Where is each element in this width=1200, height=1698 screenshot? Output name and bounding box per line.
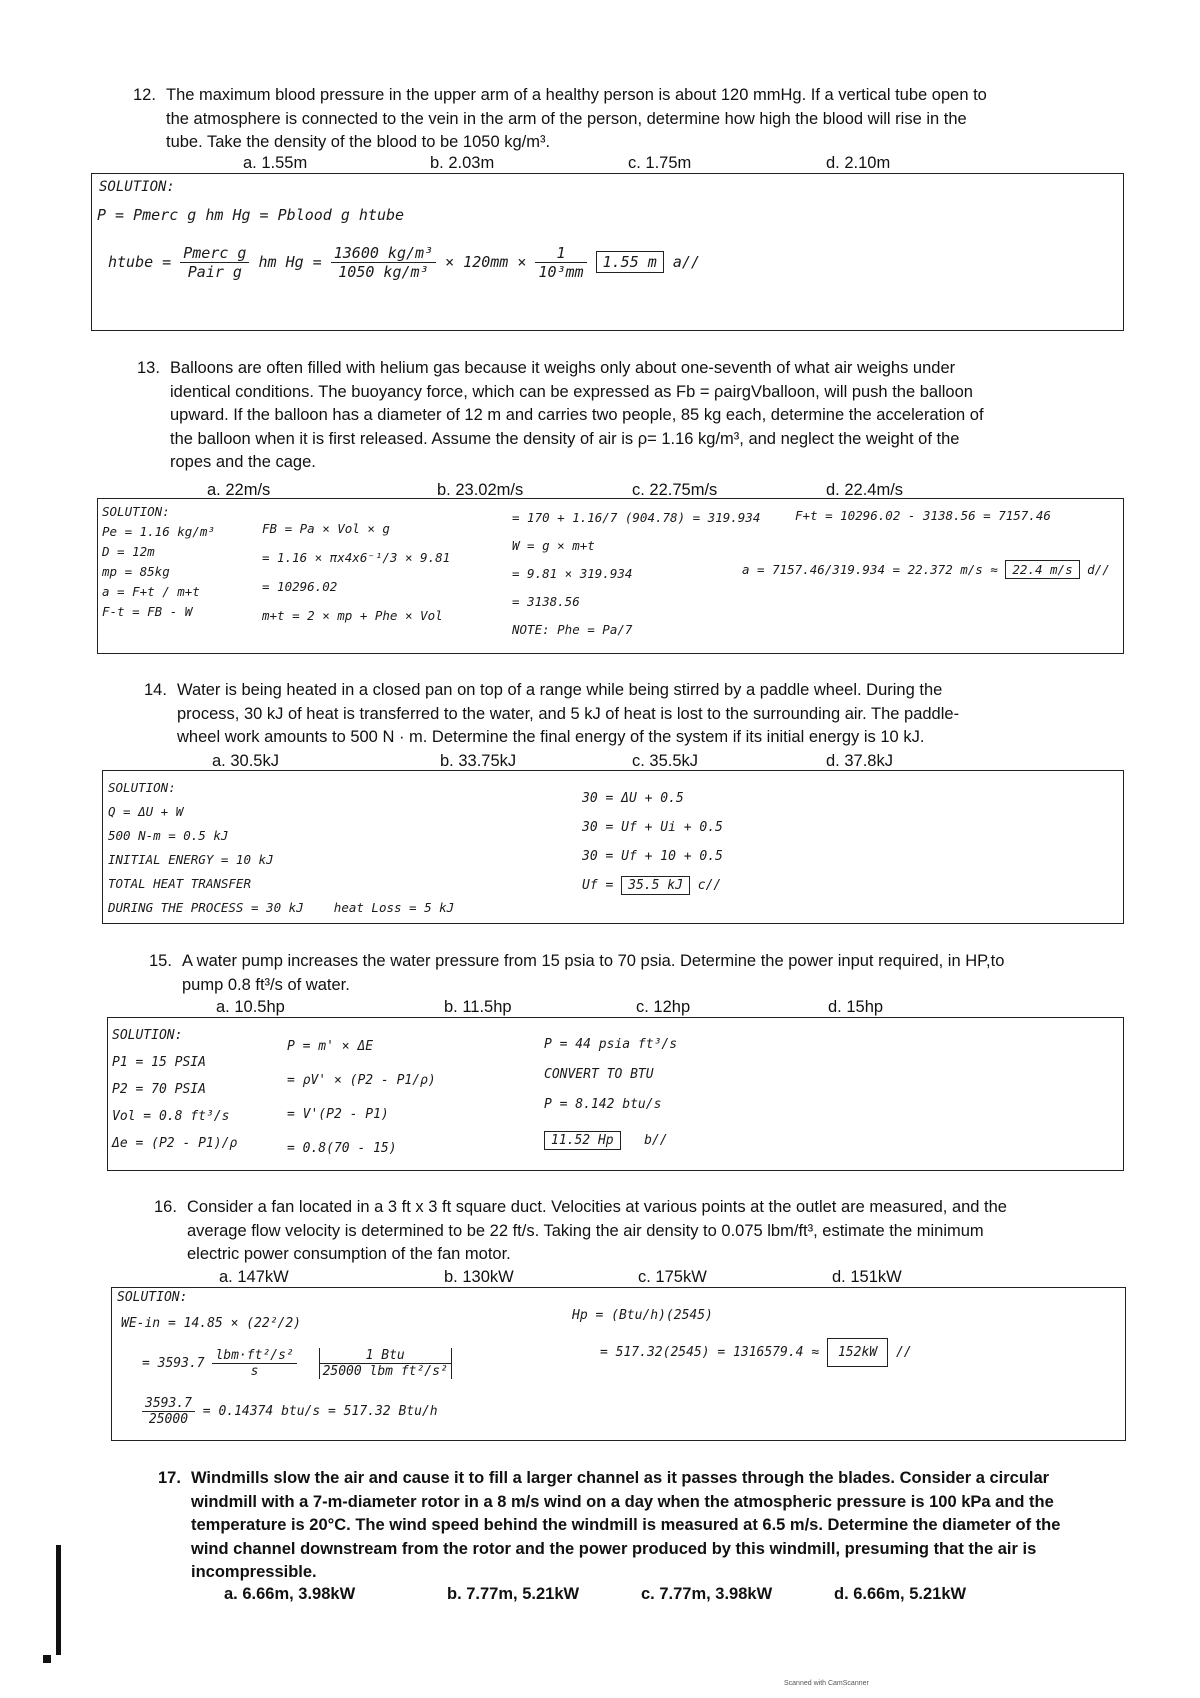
option-b: b. 11.5hp [444, 998, 512, 1016]
option-d: d. 37.8kJ [826, 752, 893, 770]
question-number: 17. [158, 1469, 181, 1487]
answer-mark: c// [697, 878, 722, 893]
solution-col-4-line-2: a = 7157.46/319.934 = 22.372 m/s ≈ 22.4 m/s d// [742, 562, 1110, 577]
option-d: d. 22.4m/s [826, 481, 904, 499]
solution-col-4-line-1: F+t = 10296.02 - 3138.56 = 7157.46 [795, 508, 1051, 523]
question-number: 12. [133, 86, 156, 104]
option-a: a. 10.5hp [216, 998, 285, 1016]
solution-result: $\frac{3593.7}{25000}$ = 0.14374 btu/s = 517.32 Btu/h [142, 1396, 438, 1427]
answer-mark: // [895, 1345, 912, 1360]
solution-col-2: FB = Pa × Vol × g = 1.16 × πx4x6⁻¹/3 × 9.81 = 10296.02 m+t = 2 × mp + Phe × Vol [262, 521, 451, 623]
solution-line: P = Pmerc g hm Hg = Pblood g htube [97, 206, 405, 224]
solution-line: WE-in = 14.85 × (22²/2) [121, 1316, 302, 1331]
boxed-answer: 35.5 kJ [621, 876, 690, 895]
option-b: b. 33.75kJ [440, 752, 517, 770]
option-a: a. 1.55m [243, 154, 308, 172]
question-number: 14. [144, 681, 167, 699]
option-a: a. 30.5kJ [212, 752, 279, 770]
scan-edge-mark [56, 1545, 61, 1655]
option-c: c. 1.75m [628, 154, 692, 172]
option-a: a. 6.66m, 3.98kW [224, 1585, 356, 1603]
option-d: d. 15hp [828, 998, 884, 1016]
question-14 [144, 679, 1104, 750]
option-a: a. 22m/s [207, 481, 271, 499]
question-text: Water is being heated in a closed pan on top of a range while being stirred by a paddle wheel. During the process, 30 kJ of heat is transferred to the water, and 5 kJ of heat is lost to the surrounding air. The paddle- wheel work amounts to 500 N · m. Determine the final energy of the system if its initial energy is 10 kJ. [177, 681, 960, 746]
solution-equation: htube = $\frac{\text{Pmerc g}}{\text{Pair g}}$ hm Hg = $\frac{\text{13600 kg/m³}}{\text{1050 kg/m³}}$ × 120mm × $\frac{1}{\text{10³mm}}$ 1.55 m a// [108, 244, 700, 281]
solution-col-2: P = m' × ΔE = ρV' × (P2 - P1/ρ) = V'(P2 - P1) = 0.8(70 - 15) [287, 1039, 436, 1156]
option-a: a. 147kW [219, 1268, 289, 1286]
boxed-answer: 11.52 Hp [544, 1131, 621, 1150]
answer-mark: b// [644, 1133, 668, 1148]
option-c: c. 35.5kJ [632, 752, 699, 770]
option-c: c. 7.77m, 3.98kW [641, 1585, 773, 1603]
option-c: c. 22.75m/s [632, 481, 718, 499]
option-d: d. 151kW [832, 1268, 902, 1286]
option-c: c. 12hp [636, 998, 691, 1016]
question-12 [133, 84, 1093, 155]
option-d: d. 2.10m [826, 154, 891, 172]
question-15 [149, 950, 1109, 997]
solution-conversion: = 3593.7 $\frac{\text{lbm·ft²/s²}}{s}$ $\frac{\text{1 Btu}}{\text{25000 lbm ft²/s²}}$ [142, 1348, 452, 1379]
boxed-answer: 152kW [827, 1338, 888, 1367]
solution-col-2-line-1: Hp = (Btu/h)(2545) [572, 1308, 713, 1323]
solution-label: SOLUTION: [117, 1290, 188, 1305]
solution-col-2: 30 = ΔU + 0.5 30 = Uf + Ui + 0.5 30 = Uf + 10 + 0.5 Uf = 35.5 kJ c// [582, 791, 723, 893]
solution-col-1: SOLUTION: Q = ΔU + W 500 N-m = 0.5 kJ INITIAL ENERGY = 10 kJ TOTAL HEAT TRANSFER DURING THE PROCESS = 30 kJ heat Loss = 5 kJ [108, 780, 455, 915]
solution-col-3: P = 44 psia ft³/s CONVERT TO BTU P = 8.142 btu/s 11.52 Hp b// [544, 1037, 678, 1148]
option-b: b. 2.03m [430, 154, 495, 172]
solution-col-1: SOLUTION: P1 = 15 PSIA P2 = 70 PSIA Vol = 0.8 ft³/s Δe = (P2 - P1)/ρ [112, 1028, 238, 1151]
scan-edge-dot [43, 1655, 51, 1663]
question-text: Consider a fan located in a 3 ft x 3 ft square duct. Velocities at various points at the outlet are measured, and the average flow velocity is determined to be 22 ft/s. Taking the air density to 0.075 lbm/ft³, estimate the minimum electric power consumption of the fan motor. [187, 1198, 1007, 1263]
solution-col-1: SOLUTION: Pe = 1.16 kg/m³ D = 12m mp = 85kg a = F+t / m+t F-t = FB - W [102, 504, 215, 619]
solution-col-2-line-2: = 517.32(2545) = 1316579.4 ≈ 152kW // [600, 1345, 912, 1360]
question-17 [158, 1467, 1118, 1585]
question-13 [137, 357, 1097, 475]
solution-col-3: = 170 + 1.16/7 (904.78) = 319.934 W = g × m+t = 9.81 × 319.934 = 3138.56 NOTE: Phe = Pa/7 [512, 510, 761, 637]
answer-mark: d// [1087, 562, 1110, 577]
question-text: The maximum blood pressure in the upper arm of a healthy person is about 120 mmHg. If a vertical tube open to the atmosphere is connected to the vein in the arm of the person, determine how high the blood will rise in the tube. Take the density of the blood to be 1050 kg/m³. [166, 86, 987, 151]
solution-label: SOLUTION: [99, 179, 175, 195]
question-text: A water pump increases the water pressure from 15 psia to 70 psia. Determine the power input required, in HP,to pump 0.8 ft³/s of water. [182, 952, 1005, 994]
question-text: Windmills slow the air and cause it to fill a larger channel as it passes through the blades. Consider a circular windmill with a 7-m-diameter rotor in a 8 m/s wind on a day when the atmospheric pressure is 100 kPa and the temperature is 20°C. The wind speed behind the windmill is measured at 6.5 m/s. Determine the diameter of the wind channel downstream from the rotor and the power produced by this windmill, presuming that the air is incompressible. [191, 1469, 1061, 1581]
question-text: Balloons are often filled with helium gas because it weighs only about one-seventh of what air weighs under identical conditions. The buoyancy force, which can be expressed as Fb = ρairgVballoon, will push the balloon upward. If the balloon has a diameter of 12 m and carries two people, 85 kg each, determine the acceleration of the balloon when it is first released. Assume the density of air is ρ= 1.16 kg/m³, and neglect the weight of the ropes and the cage. [170, 359, 984, 471]
option-c: c. 175kW [638, 1268, 707, 1286]
boxed-answer: 1.55 m [596, 251, 664, 273]
question-number: 15. [149, 952, 172, 970]
scanner-watermark: Scanned with CamScanner [784, 1680, 869, 1687]
option-d: d. 6.66m, 5.21kW [834, 1585, 967, 1603]
question-number: 13. [137, 359, 160, 377]
option-b: b. 7.77m, 5.21kW [447, 1585, 580, 1603]
option-b: b. 23.02m/s [437, 481, 524, 499]
answer-mark: a// [672, 253, 700, 271]
boxed-answer: 22.4 m/s [1005, 560, 1079, 579]
option-b: b. 130kW [444, 1268, 514, 1286]
question-number: 16. [154, 1198, 177, 1216]
question-16 [154, 1196, 1114, 1267]
